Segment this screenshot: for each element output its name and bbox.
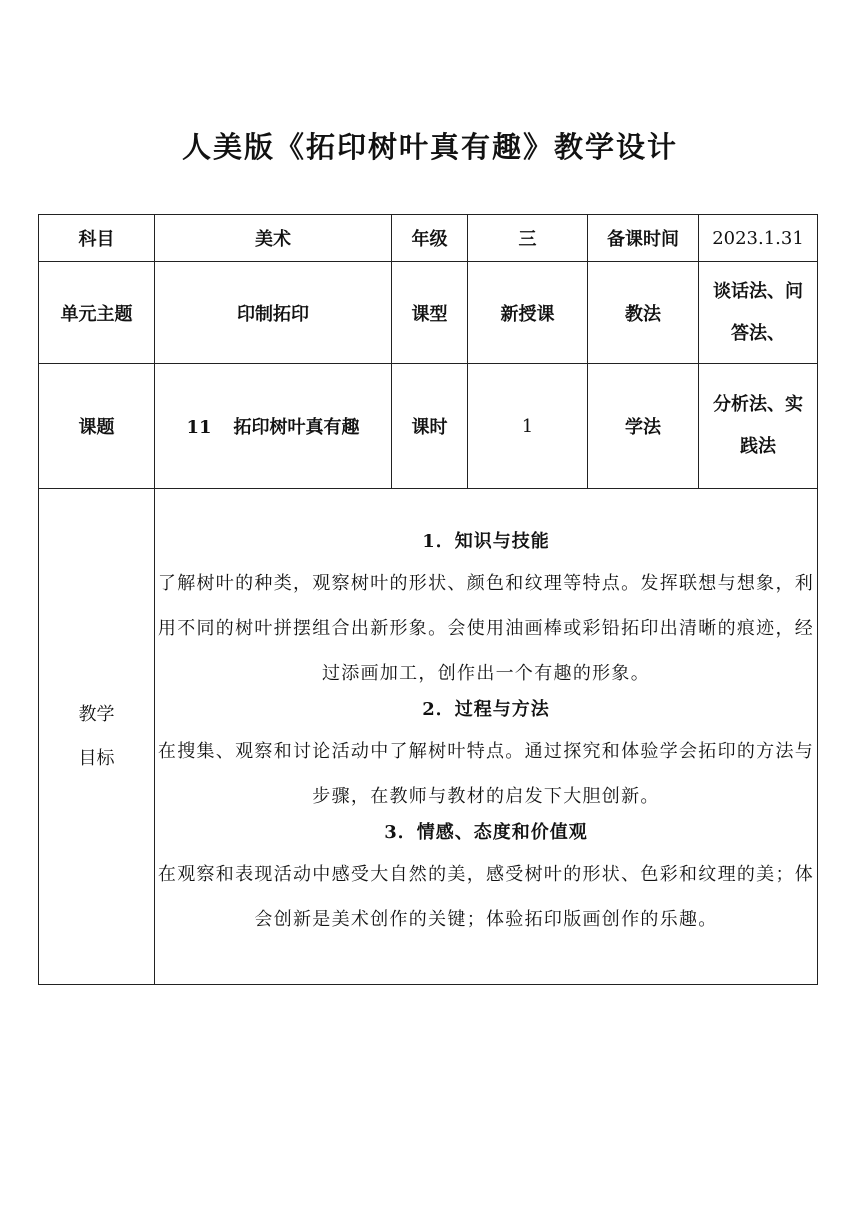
objective-body-emotion: 在观察和表现活动中感受大自然的美，感受树叶的形状、色彩和纹理的美；体会创新是美术创作的关键；体验拓印版画创作的乐趣。 (157, 863, 815, 930)
topic-value: 拓印树叶真有趣 (233, 417, 360, 438)
lesson-plan-table (38, 214, 818, 985)
grade-label: 年级 (392, 215, 468, 262)
teaching-method-value (699, 262, 818, 364)
table-row-objectives (39, 489, 818, 985)
lesson-type-value: 新授课 (468, 262, 588, 364)
unit-label: 单元主题 (39, 262, 155, 364)
prep-time-value: 2023.1.31 (699, 215, 818, 262)
objective-body-knowledge: 了解树叶的种类，观察树叶的形状、颜色和纹理等特点。发挥联想与想象，利用不同的树叶拼摆组合出新形象。会使用油画棒或彩铅拓印出清晰的痕迹，经过添画加工，创作出一个有趣的形象。 (157, 572, 815, 684)
lesson-type-label: 课型 (392, 262, 468, 364)
periods-value: 1 (468, 364, 588, 489)
teaching-method-line1: 谈话法、问 (713, 280, 803, 302)
topic-number: 11 (186, 417, 212, 438)
objective-heading-process: 2．过程与方法 (422, 698, 550, 720)
table-row-topic (39, 364, 818, 489)
prep-time-label: 备课时间 (588, 215, 699, 262)
objective-body-process: 在搜集、观察和讨论活动中了解树叶特点。通过探究和体验学会拓印的方法与步骤，在教师与教材的启发下大胆创新。 (157, 740, 815, 807)
teaching-method-label: 教法 (588, 262, 699, 364)
table-row-unit (39, 262, 818, 364)
learning-method-value (699, 364, 818, 489)
learning-method-line1: 分析法、实 (713, 394, 803, 415)
topic-label: 课题 (39, 364, 155, 489)
teaching-method-line2: 答法、 (731, 322, 785, 344)
objectives-content (155, 489, 818, 985)
document-title: 人美版《拓印树叶真有趣》教学设计 (181, 130, 678, 164)
learning-method-line2: 践法 (740, 436, 776, 457)
objectives-label-line1: 教学 (78, 703, 115, 725)
grade-value: 三 (468, 215, 588, 262)
subject-value: 美术 (155, 215, 392, 262)
objective-heading-emotion: 3．情感、态度和价值观 (384, 821, 588, 843)
subject-label: 科目 (39, 215, 155, 262)
objective-heading-knowledge: 1．知识与技能 (422, 530, 550, 552)
table-row-subject (39, 215, 818, 262)
topic-value-cell (155, 364, 392, 489)
learning-method-label: 学法 (588, 364, 699, 489)
unit-value: 印制拓印 (155, 262, 392, 364)
objectives-label-line2: 目标 (78, 747, 115, 769)
periods-label: 课时 (392, 364, 468, 489)
objectives-label (39, 489, 155, 985)
